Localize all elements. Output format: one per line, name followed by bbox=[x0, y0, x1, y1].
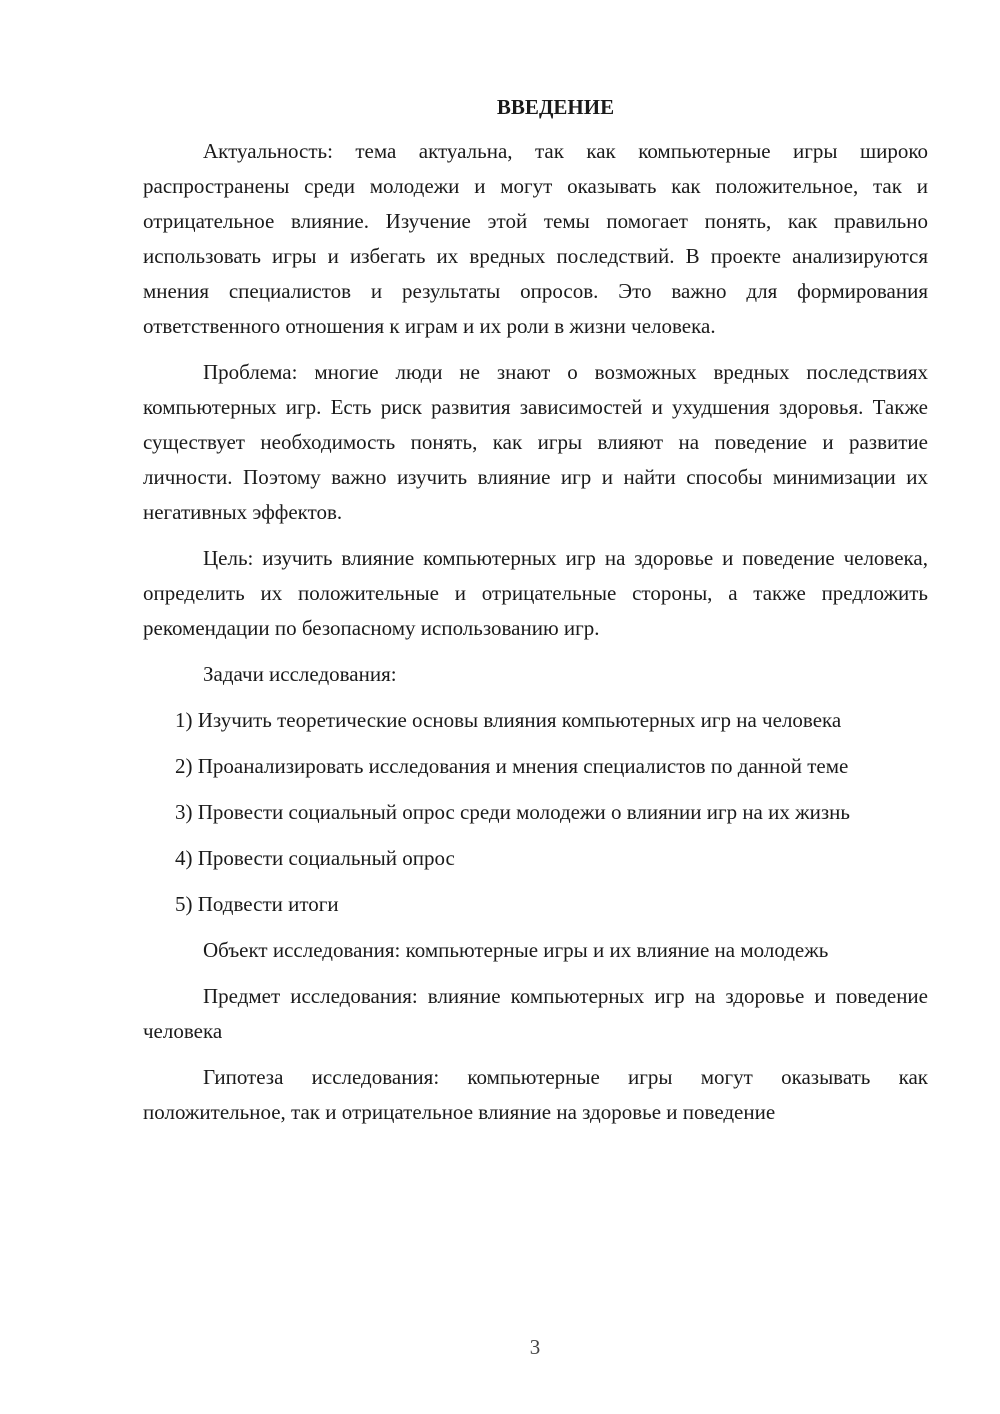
goal-paragraph: Цель: изучить влияние компьютерных игр на здоровье и поведение человека, определить их положительные и отрицательные стороны, а также предложить рекомендации по безопасному использованию игр. bbox=[143, 546, 928, 641]
task-item-5: 5) Подвести итоги bbox=[175, 892, 339, 917]
hypothesis-paragraph: Гипотеза исследования: компьютерные игры могут оказывать как положительное, так и отрицательное влияние на здоровье и поведение bbox=[143, 1065, 928, 1125]
subject-paragraph: Предмет исследования: влияние компьютерных игр на здоровье и поведение человека bbox=[143, 984, 928, 1044]
relevance-paragraph: Актуальность: тема актуальна, так как компьютерные игры широко распространены среди молодежи и могут оказывать как положительное, так и отрицательное влияние. Изучение этой темы помогает понять, как правильно использовать игры и избегать их вредных последствий. В проекте анализируются мнения специалистов и результаты опросов. Это важно для формирования ответственного отношения к играм и их роли в жизни человека. bbox=[143, 139, 928, 339]
task-item-1: 1) Изучить теоретические основы влияния компьютерных игр на человека bbox=[175, 708, 842, 733]
tasks-title: Задачи исследования: bbox=[203, 662, 397, 687]
page-title: ВВЕДЕНИЕ bbox=[496, 95, 615, 119]
task-item-4: 4) Провести социальный опрос bbox=[175, 846, 455, 871]
document-page bbox=[143, 95, 928, 1130]
page-number: 3 bbox=[529, 1335, 541, 1359]
object-paragraph: Объект исследования: компьютерные игры и их влияние на молодежь bbox=[203, 938, 829, 963]
task-item-2: 2) Проанализировать исследования и мнения специалистов по данной теме bbox=[175, 754, 849, 779]
problem-paragraph: Проблема: многие люди не знают о возможных вредных последствиях компьютерных игр. Есть риск развития зависимостей и ухудшения здоровья. Также существует необходимость понять, как игры влияют на поведение и развитие личности. Поэтому важно изучить влияние игр и найти способы минимизации их негативных эффектов. bbox=[143, 360, 928, 525]
task-item-3: 3) Провести социальный опрос среди молодежи о влиянии игр на их жизнь bbox=[175, 800, 850, 825]
